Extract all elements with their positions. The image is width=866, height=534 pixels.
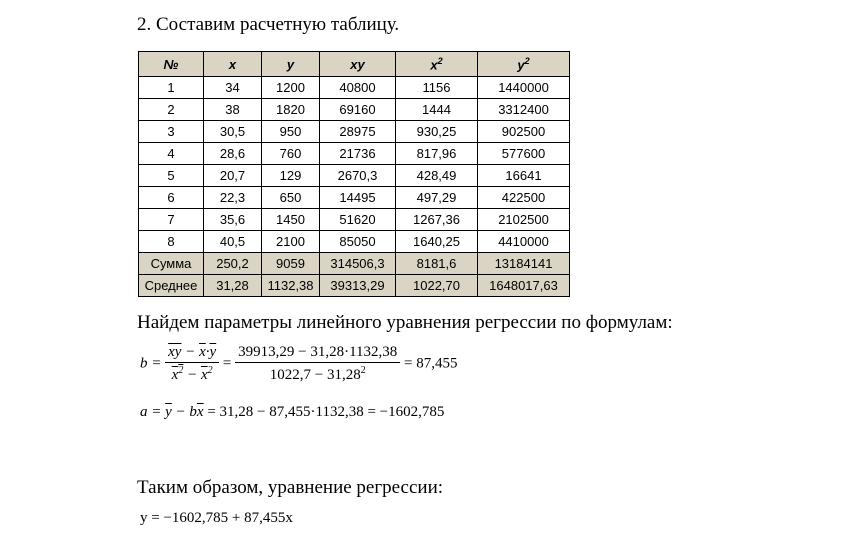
table-cell: 30,5 [204, 121, 262, 143]
header-cell: y [262, 52, 320, 77]
table-cell: 902500 [478, 121, 570, 143]
table-cell: Среднее [139, 275, 204, 297]
table-cell: 34 [204, 77, 262, 99]
table-cell: 21736 [320, 143, 396, 165]
table-cell: 2670,3 [320, 165, 396, 187]
table-cell: 1640,25 [396, 231, 478, 253]
table-cell: 38 [204, 99, 262, 121]
table-cell: 497,29 [396, 187, 478, 209]
formula-a: $a = \overline{y} - b\overline{x} = 31,28 - 87,455\cdot 1132,38 = -1602,785$ [140, 404, 445, 420]
table-row [139, 231, 570, 253]
table-cell: 51620 [320, 209, 396, 231]
table-row [139, 121, 570, 143]
fraction-definition: $\frac{\overline{xy} - \overline{x}\cdot\overline{y}}{x^2 - \overline{x}^2}$ [165, 344, 219, 384]
table-cell: 428,49 [396, 165, 478, 187]
table-cell: 1450 [262, 209, 320, 231]
header-cell: x [204, 52, 262, 77]
table-cell: 314506,3 [320, 253, 396, 275]
header-cell: $y^2$ [478, 52, 570, 77]
table-cell: 40800 [320, 77, 396, 99]
table-cell: 28,6 [204, 143, 262, 165]
table-cell: 4 [139, 143, 204, 165]
table-cell: 1267,36 [396, 209, 478, 231]
formula-b: b = $\frac{\overline{xy} - \overline{x}\cdot\overline{y}}{x^2 - \overline{x}^2}$ = $\frac{39913,29 - 31,28\cdot 1132,38}{1022,7 - 31,28^2}$ = 87,455 [140, 344, 458, 383]
table-cell: 2100 [262, 231, 320, 253]
table-cell: Сумма [139, 253, 204, 275]
table-cell: 39313,29 [320, 275, 396, 297]
table-cell: 3312400 [478, 99, 570, 121]
table-cell: 129 [262, 165, 320, 187]
table-cell: 1648017,63 [478, 275, 570, 297]
table-cell: 1200 [262, 77, 320, 99]
table-row [139, 187, 570, 209]
table-cell: 14495 [320, 187, 396, 209]
table-cell: 422500 [478, 187, 570, 209]
table-cell: 1820 [262, 99, 320, 121]
table-cell: 40,5 [204, 231, 262, 253]
table-cell: 20,7 [204, 165, 262, 187]
table-cell: 9059 [262, 253, 320, 275]
table-cell: 577600 [478, 143, 570, 165]
table-cell: 13184141 [478, 253, 570, 275]
table-cell: 950 [262, 121, 320, 143]
table-cell: 1 [139, 77, 204, 99]
table-cell: 16641 [478, 165, 570, 187]
table-row [139, 77, 570, 99]
table-row [139, 209, 570, 231]
fraction-values: $\frac{39913,29 - 31,28\cdot 1132,38}{1022,7 - 31,28^2}$ [235, 344, 400, 384]
header-cell: $x^2$ [396, 52, 478, 77]
table-cell: 2 [139, 99, 204, 121]
table-cell: 28975 [320, 121, 396, 143]
table-cell: 35,6 [204, 209, 262, 231]
table-row [139, 165, 570, 187]
table-cell: 2102500 [478, 209, 570, 231]
table-summary-row [139, 275, 570, 297]
table-cell: 31,28 [204, 275, 262, 297]
table-cell: 7 [139, 209, 204, 231]
paragraph-conclusion: Таким образом, уравнение регрессии: [137, 477, 444, 498]
table-header-row [139, 52, 570, 77]
paragraph-formulas-intro: Найдем параметры линейного уравнения регрессии по формулам: [137, 312, 673, 333]
formula-regression: y = −1602,785 + 87,455x [140, 510, 293, 526]
table-cell: 817,96 [396, 143, 478, 165]
table-cell: 3 [139, 121, 204, 143]
table-cell: 1022,70 [396, 275, 478, 297]
table-cell: 760 [262, 143, 320, 165]
table-cell: 250,2 [204, 253, 262, 275]
table-cell: 1444 [396, 99, 478, 121]
section-heading: 2. Составим расчетную таблицу. [137, 14, 400, 35]
table-cell: 1156 [396, 77, 478, 99]
table-cell: 69160 [320, 99, 396, 121]
table-cell: 22,3 [204, 187, 262, 209]
table-row [139, 99, 570, 121]
table-row [139, 143, 570, 165]
table-cell: 8181,6 [396, 253, 478, 275]
table-cell: 1440000 [478, 77, 570, 99]
header-cell: xy [320, 52, 396, 77]
header-cell: № [139, 52, 204, 77]
table-cell: 930,25 [396, 121, 478, 143]
table-cell: 85050 [320, 231, 396, 253]
table-cell: 1132,38 [262, 275, 320, 297]
calculation-table [138, 51, 570, 297]
table-cell: 8 [139, 231, 204, 253]
table-summary-row [139, 253, 570, 275]
table-cell: 6 [139, 187, 204, 209]
table-cell: 4410000 [478, 231, 570, 253]
table-cell: 650 [262, 187, 320, 209]
table-cell: 5 [139, 165, 204, 187]
